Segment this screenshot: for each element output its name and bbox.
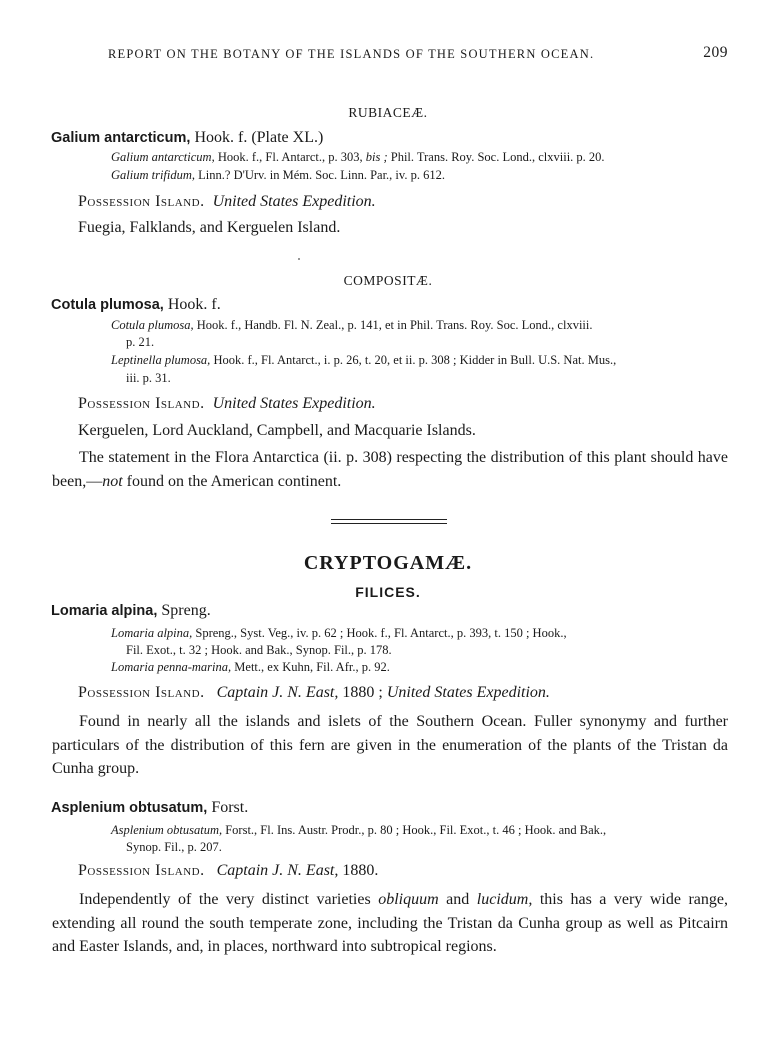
species-heading-lomaria xyxy=(51,602,211,620)
synonym-line xyxy=(111,658,390,676)
species-authority: Hook. f. xyxy=(167,296,221,313)
species-heading-cotula xyxy=(51,296,221,314)
page-number: 209 xyxy=(703,44,728,61)
synonym-ref: Linn.? D'Urv. in Mém. Soc. Linn. Par., iv. p. 612. xyxy=(198,168,445,182)
note-italic: obliquum xyxy=(378,891,439,908)
synonym-name: Lomaria penna-marina, xyxy=(111,660,232,674)
note-text: this has a very wide range, extending all round the south temperate zone, including the Tristan da Cunha group as well as Pitcairn and Easter Islands, and, in places, northward into subtropical regions. xyxy=(52,891,728,955)
species-authority: Forst. xyxy=(211,799,249,816)
locality-label: Possession Island. xyxy=(78,862,205,879)
running-title: REPORT ON THE BOTANY OF THE ISLANDS OF THE SOUTHERN OCEAN. xyxy=(108,47,595,61)
section-title: CRYPTOGAMÆ. xyxy=(303,552,473,574)
synonym-continuation: p. 21. xyxy=(126,335,155,349)
locality-year: 1880. xyxy=(342,862,379,879)
synonym-continuation: iii. p. 31. xyxy=(126,371,171,385)
locality-label: Possession Island. xyxy=(78,395,205,412)
synonym-name: Lomaria alpina, xyxy=(111,626,193,640)
synonym-line xyxy=(111,166,445,184)
synonym-line xyxy=(111,624,567,642)
synonym-line xyxy=(111,351,616,369)
note-text: Independently of the very distinct varieties xyxy=(79,891,379,908)
locality-line xyxy=(78,193,376,211)
synonym-name: Asplenium obtusatum, xyxy=(111,823,223,837)
family-heading-compositae: COMPOSITÆ. xyxy=(343,273,433,288)
species-heading-galium xyxy=(51,129,323,147)
locality-label: Possession Island. xyxy=(78,684,205,701)
divider-rule xyxy=(331,519,447,520)
synonym-ref: Hook. f., Fl. Antarct., i. p. 26, t. 20, et ii. p. 308 ; Kidder in Bull. U.S. Nat. Mus., xyxy=(213,353,617,367)
locality-collector: Captain J. N. East, xyxy=(216,684,339,701)
locality-collector-2: United States Expedition. xyxy=(386,684,550,701)
locality-line xyxy=(78,395,376,413)
note-text: and xyxy=(438,891,477,908)
locality-collector: United States Expedition. xyxy=(212,193,376,210)
note-italic: not xyxy=(102,472,123,490)
distribution-line: Fuegia, Falklands, and Kerguelen Island. xyxy=(78,219,341,236)
synonym-ref: Mett., ex Kuhn, Fil. Afr., p. 92. xyxy=(234,660,390,674)
species-name: Galium antarcticum, xyxy=(51,130,191,146)
synonym-ref: Spreng., Syst. Veg., iv. p. 62 ; Hook. f., Fl. Antarct., p. 393, t. 150 ; Hook., xyxy=(195,626,567,640)
synonym-ref-2: Phil. Trans. Roy. Soc. Lond., clxviii. p. 20. xyxy=(390,150,605,164)
synonym-line xyxy=(111,148,605,166)
locality-year: 1880 ; xyxy=(342,684,383,701)
distribution-line: Kerguelen, Lord Auckland, Campbell, and Macquarie Islands. xyxy=(78,422,476,439)
species-name: Cotula plumosa, xyxy=(51,297,164,313)
synonym-ref: Forst., Fl. Ins. Austr. Prodr., p. 80 ; Hook., Fil. Exot., t. 46 ; Hook. and Bak., xyxy=(225,823,607,837)
synonym-ref: Hook. f., Fl. Antarct., p. 303, xyxy=(217,150,363,164)
note-paragraph: Found in nearly all the islands and islets of the Southern Ocean. Fuller synonymy and further particulars of the distribution of this fern are given in the enumeration of the plants of the Tristan da Cunha group. xyxy=(52,713,728,777)
locality-collector: United States Expedition. xyxy=(212,395,376,412)
synonym-line xyxy=(111,316,593,334)
synonym-name: Cotula plumosa, xyxy=(111,318,194,332)
locality-collector: Captain J. N. East, xyxy=(216,862,339,879)
synonym-ref-italic: bis ; xyxy=(365,150,388,164)
synonym-line xyxy=(111,821,606,839)
stray-mark xyxy=(298,258,300,260)
synonym-continuation: Synop. Fil., p. 207. xyxy=(126,840,222,854)
synonym-continuation: Fil. Exot., t. 32 ; Hook. and Bak., Synop. Fil., p. 178. xyxy=(126,643,392,657)
section-subtitle: FILICES. xyxy=(355,584,421,600)
divider-rule xyxy=(331,523,447,524)
family-heading-rubiaceae: RUBIACEÆ. xyxy=(348,105,428,120)
note-text: found on the American continent. xyxy=(122,472,342,490)
synonym-ref: Hook. f., Handb. Fl. N. Zeal., p. 141, et in Phil. Trans. Roy. Soc. Lond., clxviii. xyxy=(196,318,593,332)
species-name: Asplenium obtusatum, xyxy=(51,800,208,816)
species-authority: Hook. f. (Plate XL.) xyxy=(194,129,324,146)
synonym-name: Leptinella plumosa, xyxy=(111,353,211,367)
note-paragraph xyxy=(52,446,728,493)
locality-line xyxy=(78,684,550,702)
species-authority: Spreng. xyxy=(161,602,211,619)
note-text: The statement in the Flora Antarctica (ii. p. 308) respecting the distribution of this plant should have been,— xyxy=(52,449,728,490)
species-name: Lomaria alpina, xyxy=(51,603,158,619)
species-heading-asplenium xyxy=(51,799,248,817)
locality-label: Possession Island. xyxy=(78,193,205,210)
note-italic: lucidum, xyxy=(476,891,533,908)
synonym-name: Galium antarcticum, xyxy=(111,150,215,164)
note-paragraph xyxy=(52,888,728,959)
locality-line xyxy=(78,862,378,880)
running-head xyxy=(108,44,728,62)
synonym-name: Galium trifidum, xyxy=(111,168,196,182)
